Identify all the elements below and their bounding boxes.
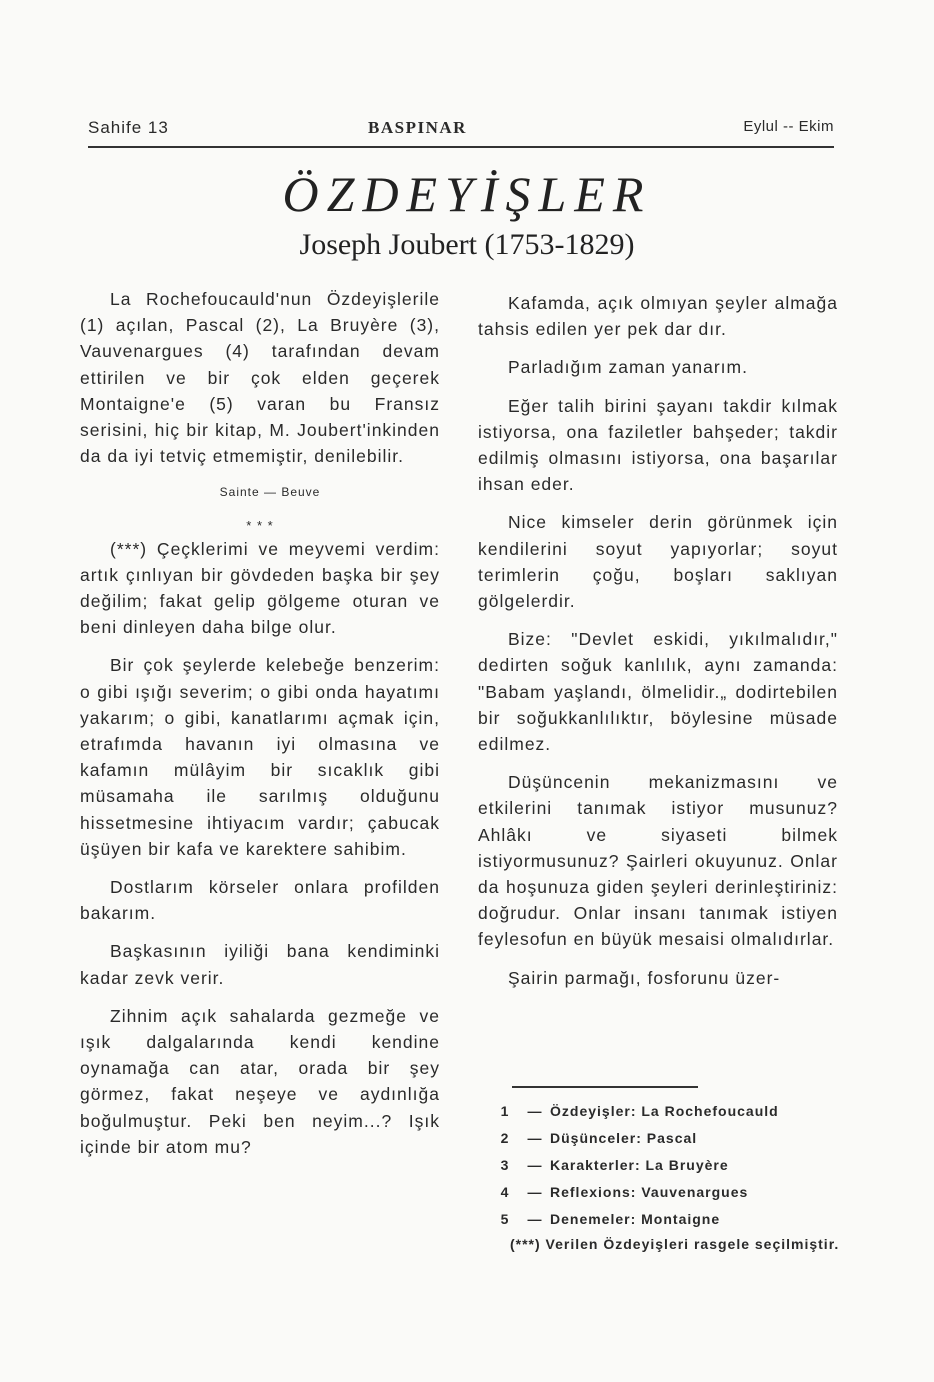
signature: Sainte — Beuve (219, 485, 321, 500)
paragraph: Nice kimseler derin görünmek için kendilerini soyut yapıyorlar; soyut terimlerin çoğu, boşları saklıyan gölgelerdir. (478, 512, 838, 612)
footnotes (490, 1098, 842, 1257)
article-title: ÖZDEYİŞLER (282, 166, 652, 222)
paragraph: Dostlarım körseler onlara profilden bakarım. (80, 877, 440, 924)
paragraph: Bize: "Devlet eskidi, yıkılmalıdır," dedirten soğuk kanlılık, aynı zamanda: "Babam yaşlandı, ölmelidir.„ dodirtebilen bir soğukkanlılıktır, böylesine müsade edilmez. (478, 629, 838, 755)
paragraph: Kafamda, açık olmıyan şeyler almağa tahsis edilen yer pek dar dır. (478, 293, 838, 340)
intro-paragraph: La Rochefoucauld'nun Özdeyişlerile (1) açılan, Pascal (2), La Bruyère (3), Vauvenargues (4) tarafından devam ettirilen ve bir çok elden geçerek Montaigne'e (5) varan bu Fransız serisini, hiç bir kitap, M. Joubert'inkinden da da iyi tetviç etmemiştir, denilebilir. (80, 289, 440, 467)
footnote-dash: — (527, 1103, 543, 1119)
footnote-text: Düşünceler: Pascal (550, 1130, 698, 1146)
footnote-text: Reflexions: Vauvenargues (550, 1184, 749, 1200)
footnote (490, 1125, 842, 1152)
paragraph: Parladığım zaman yanarım. (508, 357, 748, 378)
article-subtitle: Joseph Joubert (1753-1829) (299, 228, 635, 261)
footnote (490, 1098, 842, 1125)
paragraph: Şairin parmağı, fosforunu üzer- (508, 967, 781, 988)
footnote-dash: — (527, 1157, 543, 1173)
footnote-number: 2 (500, 1130, 510, 1146)
footnote-dash: — (527, 1130, 543, 1146)
issue-date: Eylul -- Ekim (743, 118, 834, 135)
page-header (88, 116, 834, 148)
footnote-dash: — (527, 1211, 543, 1227)
paragraph: Başkasının iyiliği bana kendiminki kadar zevk verir. (80, 941, 440, 988)
asterism: * * * (246, 517, 274, 533)
footnote-text: Karakterler: La Bruyère (550, 1157, 729, 1173)
paragraph: Eğer talih birini şayanı takdir kılmak istiyorsa, ona faziletler bahşeder; takdir edilmiş olmasını istiyorsa, ona başarılar ihsan eder. (478, 395, 838, 495)
paragraph: Düşüncenin mekanizmasını ve etkilerini tanımak istiyor musunuz? Ahlâkı ve siyaseti bilmek istiyormusunuz? Şairleri okuyunuz. Onlar da hoşunuza giden şeyleri derinleştiriniz: doğrudur. Onlar insanı tanımak istiyen feylesofun en büyük mesaisi olmalıdırlar. (478, 772, 838, 950)
footnote (490, 1179, 842, 1206)
footnote-number: 1 (500, 1103, 510, 1119)
footnote-divider (512, 1086, 698, 1088)
footnote (490, 1206, 842, 1233)
footnote-number: 5 (500, 1211, 510, 1227)
footnote-number: 3 (500, 1157, 510, 1173)
left-column (80, 286, 440, 1172)
footnote-text: Özdeyişler: La Rochefoucauld (550, 1103, 779, 1119)
paragraph: Zihnim açık sahalarda gezmeğe ve ışık dalgalarında kendi kendine oynamağa can atar, orada bir şey görmez, fakat neşeye ve aydınlığa boğulmuştur. Peki ben neyim...? Işık içinde bir atom mu? (80, 1005, 440, 1157)
journal-name: BASPINAR (368, 118, 467, 137)
footnote (490, 1152, 842, 1179)
footnote-text: Denemeler: Montaigne (550, 1211, 721, 1227)
paragraph: Bir çok şeylerde kelebeğe benzerim: o gibi ışığı severim; o gibi onda hayatımı yakarım; o gibi, kanatlarımı açmak için, etrafımda havanın iyi olmasına ve kafamın mülâyim bir sıcaklık gibi müsamaha ile sarılmış olduğunu hissetmesine ihtiyacım vardır; çabucak üşüyen bir kafa ve karektere sahibim. (80, 655, 440, 859)
footnote-note: (***) Verilen Özdeyişleri rasgele seçilmiştir. (510, 1236, 840, 1252)
page-number: Sahife 13 (88, 118, 169, 137)
right-column (478, 290, 838, 1003)
footnote-number: 4 (500, 1184, 510, 1200)
paragraph: (***) Çeçklerimi ve meyvemi verdim: artık çınlıyan bir gövdeden başka bir şey değilim; fakat gelip gölgeme oturan ve beni dinleyen daha bilge olur. (80, 538, 440, 638)
footnote-dash: — (527, 1184, 543, 1200)
